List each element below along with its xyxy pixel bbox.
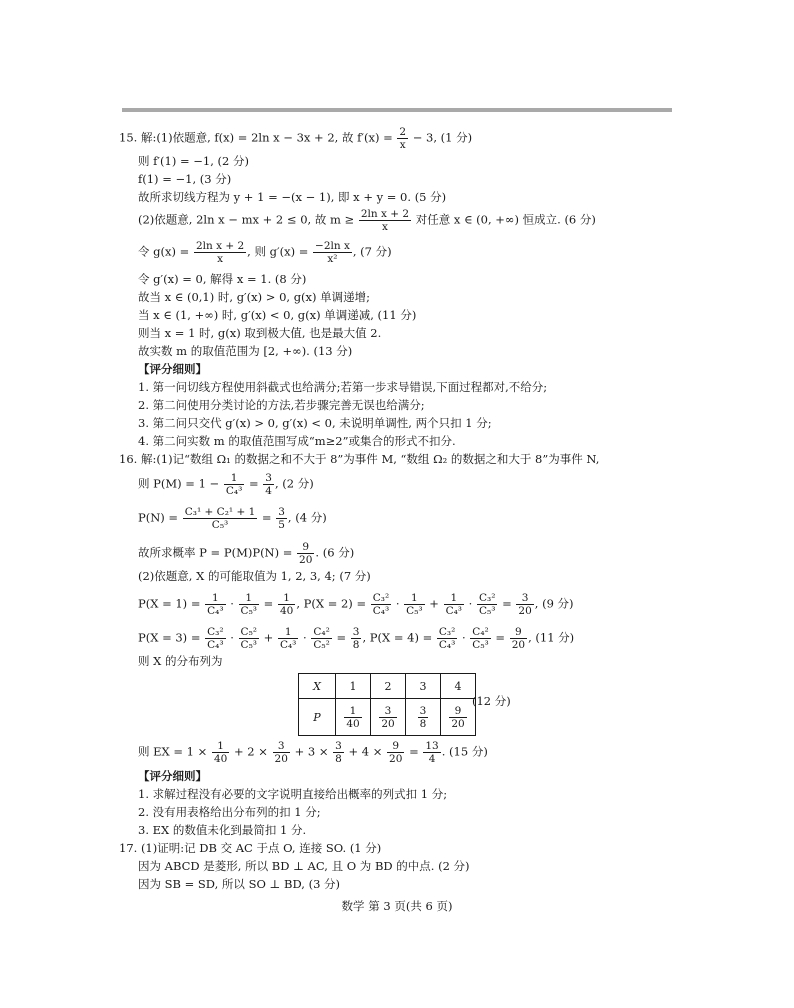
p16-line-3: P(N) = $\frac{\text{C₃¹ + C₂¹ + 1}}{\text{C₅³}}$ = $\frac{3}{5}$ , (4 分) <box>138 506 327 531</box>
p-value-cell: $\frac{3}{20}$ <box>371 699 406 736</box>
p15-line-4: 故所求切线方程为 y + 1 = −(x − 1), 即 x + y = 0. (5 分) <box>138 190 447 204</box>
p-value-cell: $\frac{1}{40}$ <box>336 699 371 736</box>
table-row <box>299 699 476 736</box>
page-footer: 数学 第 3 页(共 6 页) <box>341 899 453 913</box>
p16-line-5: (2)依题意, X 的可能取值为 1, 2, 3, 4; (7 分) <box>138 569 371 583</box>
p16-line-4: 故所求概率 P = P(M)P(N) = $\frac{9}{20}$ . (6 分) <box>138 541 355 566</box>
p15-scoring-4: 4. 第二问实数 m 的取值范围写成“m≥2”或集合的形式不扣分. <box>138 434 456 448</box>
distribution-table <box>298 673 476 736</box>
p17-line-1: 17. (1)证明:记 DB 交 AC 于点 O, 连接 SO. (1 分) <box>119 841 382 855</box>
p15-line-9: 当 x ∈ (1, +∞) 时, g′(x) < 0, g(x) 单调递减, (11 分) <box>138 308 417 322</box>
p15-line-5: (2)依题意, 2ln x − mx + 2 ≤ 0, 故 m ≥ $\frac{\text{2ln x + 2}}{x}$ 对任意 x ∈ (0, +∞) 恒成立. (6 分) <box>138 208 596 233</box>
p15-scoring-2: 2. 第二问使用分类讨论的方法,若步骤完善无误也给满分; <box>138 398 425 412</box>
x-value-cell: 4 <box>441 674 476 699</box>
p16-line-2: 则 P(M) = 1 − $\frac{1}{\text{C₄³}}$ = $\frac{3}{4}$ , (2 分) <box>138 472 314 497</box>
p15-line-3: f(1) = −1, (3 分) <box>138 172 232 186</box>
p16-scoring-2: 2. 没有用表格给出分布列的扣 1 分; <box>138 805 321 819</box>
x-value-cell: 3 <box>406 674 441 699</box>
p15-line-11: 故实数 m 的取值范围为 [2, +∞). (13 分) <box>138 344 353 358</box>
x-value-cell: 2 <box>371 674 406 699</box>
top-rule <box>122 108 672 112</box>
p15-scoring-heading: 【评分细则】 <box>138 362 207 376</box>
p-value-cell: $\frac{3}{8}$ <box>406 699 441 736</box>
p16-line-7: P(X = 3) = $\frac{\text{C₃²}}{\text{C₄³}}$ · $\frac{\text{C₅²}}{\text{C₅³}}$ + $\frac{1}{\text{C₄³}}$ · $\frac{\text{C₄²}}{\text{C₅²}}$ = $\frac{3}{8}$ , P(X = 4) = $\frac{\text{C₃²}}{\text{C₄³}}$ · $\frac{\text{C₄²}}{\text{C₅³}}$ = $\frac{9}{20}$ , (11 分) <box>138 626 575 651</box>
p16-scoring-heading: 【评分细则】 <box>138 769 207 783</box>
p16-scoring-3: 3. EX 的数值未化到最简扣 1 分. <box>138 823 307 837</box>
p15-scoring-3: 3. 第二问只交代 g′(x) > 0, g′(x) < 0, 未说明单调性, 两个只扣 1 分; <box>138 416 492 430</box>
p15-line-2: 则 f′(1) = −1, (2 分) <box>138 154 249 168</box>
p15-line-6: 令 g(x) = $\frac{\text{2ln x + 2}}{x}$ , 则 g′(x) = $\frac{\text{−2ln x}}{\text{x²}}$ , (7 分) <box>138 240 392 265</box>
p17-line-2: 因为 ABCD 是菱形, 所以 BD ⊥ AC, 且 O 为 BD 的中点. (2 分) <box>138 859 470 873</box>
table-row <box>299 674 476 699</box>
x-value-cell: 1 <box>336 674 371 699</box>
p16-line-1: 16. 解:(1)记“数组 Ω₁ 的数据之和不大于 8”为事件 M, “数组 Ω₂ 的数据之和大于 8”为事件 N, <box>119 452 600 466</box>
p15-line-7: 令 g′(x) = 0, 解得 x = 1. (8 分) <box>138 272 307 286</box>
p16-line-9: 则 EX = 1 × $\frac{1}{40}$ + 2 × $\frac{3}{20}$ + 3 × $\frac{3}{8}$ + 4 × $\frac{9}{20}$ = $\frac{13}{4}$ . (15 分) <box>138 740 488 765</box>
p15-scoring-1: 1. 第一问切线方程使用斜截式也给满分;若第一步求导错误,下面过程都对,不给分; <box>138 380 548 394</box>
p16-line-8: 则 X 的分布列为 <box>138 654 223 668</box>
p15-line-1: 15. 解:(1)依题意, f(x) = 2ln x − 3x + 2, 故 f′(x) = $\frac{2}{x}$ − 3, (1 分) <box>119 126 473 151</box>
table-score: (12 分) <box>472 694 511 708</box>
p-value-cell: $\frac{9}{20}$ <box>441 699 476 736</box>
p15-line-10: 则当 x = 1 时, g(x) 取到极大值, 也是最大值 2. <box>138 326 382 340</box>
p16-scoring-1: 1. 求解过程没有必要的文字说明直接给出概率的列式扣 1 分; <box>138 787 448 801</box>
p-header-cell: P <box>299 699 336 736</box>
x-header-cell: X <box>299 674 336 699</box>
p16-line-6: P(X = 1) = $\frac{1}{\text{C₄³}}$ · $\frac{1}{\text{C₅³}}$ = $\frac{1}{40}$ , P(X = 2) = $\frac{\text{C₃²}}{\text{C₄³}}$ · $\frac{1}{\text{C₅³}}$ + $\frac{1}{\text{C₄³}}$ · $\frac{\text{C₃²}}{\text{C₅³}}$ = $\frac{3}{20}$ , (9 分) <box>138 592 574 617</box>
p17-line-3: 因为 SB = SD, 所以 SO ⊥ BD, (3 分) <box>138 877 341 891</box>
p15-line-8: 故当 x ∈ (0,1) 时, g′(x) > 0, g(x) 单调递增; <box>138 290 371 304</box>
